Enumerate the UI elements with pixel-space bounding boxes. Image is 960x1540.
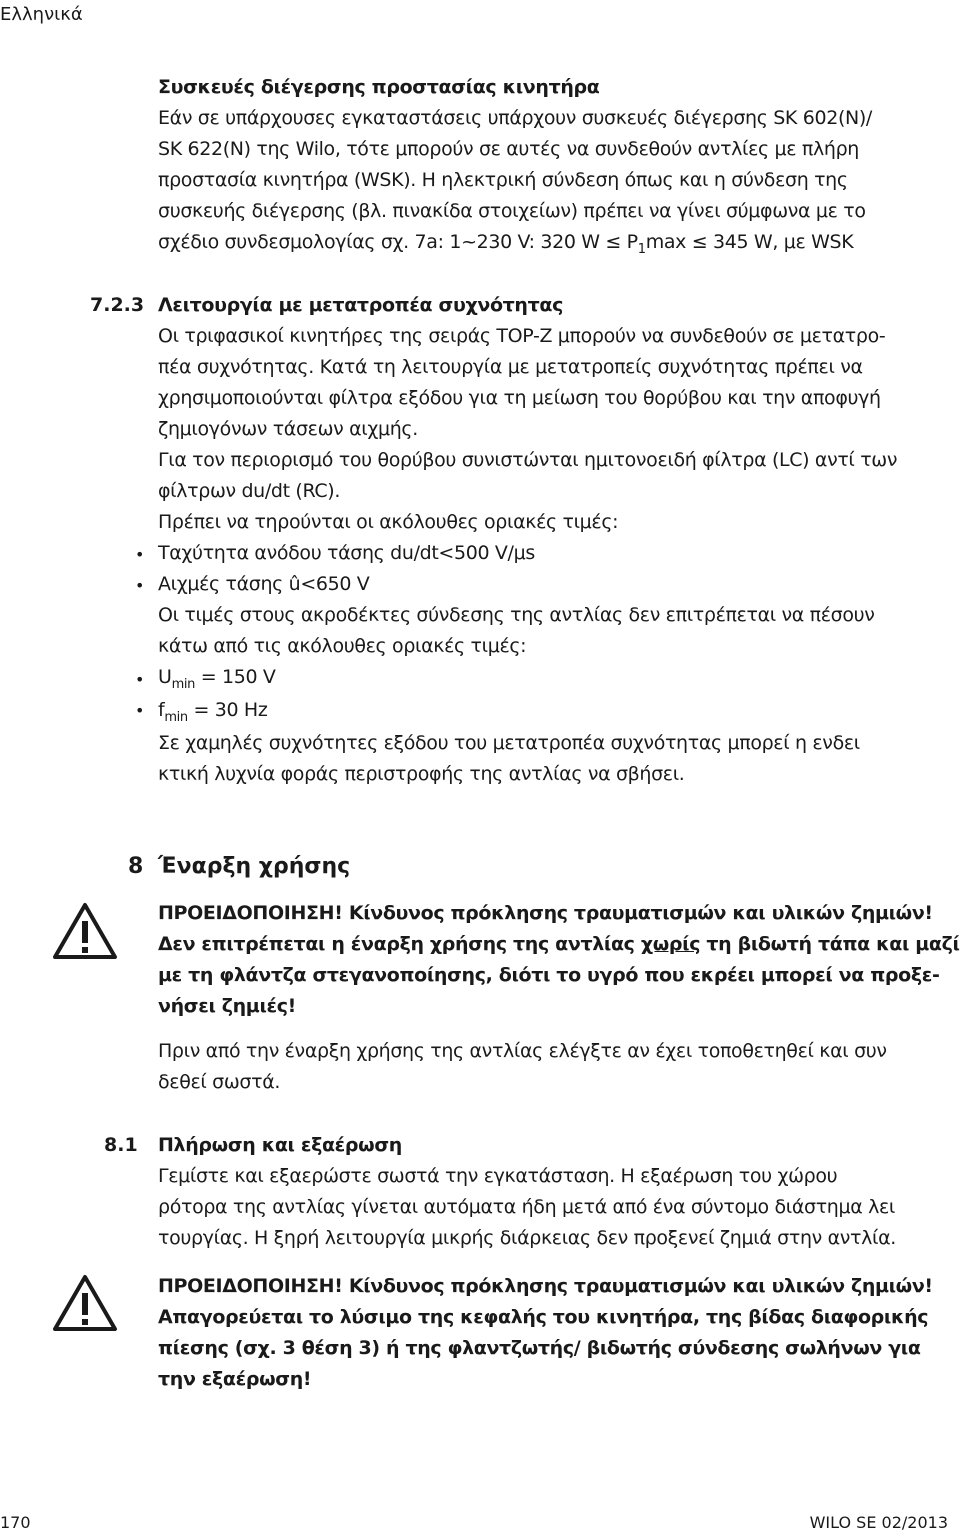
bullet-icon: • [135, 701, 145, 720]
paragraph-line: προστασία κινητήρα (WSK). Η ηλεκτρική σύνδεση όπως και η σύνδεση της [158, 169, 848, 191]
paragraph-line: ρότορα της αντλίας γίνεται αυτόματα ήδη μετά από ένα σύντομο διάστημα λει [158, 1196, 895, 1218]
paragraph-line: φίλτρων du/dt (RC). [158, 480, 341, 502]
warning-line: νήσει ζημιές! [158, 995, 296, 1017]
warning-block [158, 1271, 958, 1395]
warning-block [158, 898, 958, 1022]
paragraph-line: Εάν σε υπάρχουσες εγκαταστάσεις υπάρχουν συσκευές διέγερσης SK 602(N)/ [158, 107, 872, 129]
list-item: Αιχμές τάσης û<650 V [158, 573, 370, 595]
list-item: $U_{min} = 150$ V [158, 666, 276, 692]
warning-title: ΠΡΟΕΙΔΟΠΟΙΗΣΗ! Κίνδυνος πρόκλησης τραυματισμών και υλικών ζημιών! [158, 902, 933, 924]
paragraph-line: δεθεί σωστά. [158, 1071, 281, 1093]
bullet-icon: • [135, 670, 145, 689]
motor-protection-block [158, 72, 958, 260]
paragraph-line: τουργίας. Η ξηρή λειτουργία μικρής διάρκειας δεν προξενεί ζημιά στην αντλία. [158, 1227, 896, 1249]
bullet-icon: • [135, 576, 145, 595]
warning-triangle-icon [52, 902, 118, 960]
warning-line: την εξαέρωση! [158, 1368, 312, 1390]
list-item: Ταχύτητα ανόδου τάσης du/dt<500 V/μs [158, 542, 535, 564]
paragraph-line: συσκευής διέγερσης (βλ. πινακίδα στοιχείων) πρέπει να γίνει σύμφωνα με το [158, 200, 866, 222]
paragraph-line: Για τον περιορισμό του θορύβου συνιστώνται ημιτονοειδή φίλτρα (LC) αντί των [158, 449, 898, 471]
paragraph-line: Πριν από την έναρξη χρήσης της αντλίας ελέγξτε αν έχει τοποθετηθεί και συν [158, 1040, 887, 1062]
paragraph-line: χρησιμοποιούνται φίλτρα εξόδου για τη μείωση του θορύβου και την αποφυγή [158, 387, 881, 409]
warning-line: Δεν επιτρέπεται η έναρξη χρήσης της αντλίας χωρίς τη βιδωτή τάπα και μαζί [158, 933, 960, 955]
warning-line: πίεσης (σχ. 3 θέση 3) ή της φλαντζωτής/ βιδωτής σύνδεσης σωλήνων για [158, 1337, 921, 1359]
warning-triangle-icon [52, 1274, 118, 1332]
paragraph-line: πέα συχνότητας. Κατά τη λειτουργία με μετατροπείς συχνότητας πρέπει να [158, 356, 863, 378]
section-7-2-3-block [158, 290, 958, 790]
section-title: Πλήρωση και εξαέρωση [158, 1134, 402, 1156]
paragraph-line: κτική λυχνία φοράς περιστροφής της αντλίας να σβήσει. [158, 763, 685, 785]
list-item: $f_{min} = 30$ Hz [158, 699, 268, 725]
page-number: 170 [0, 1513, 31, 1532]
footer-publisher: WILO SE 02/2013 [809, 1513, 948, 1532]
section-title: Λειτουργία με μετατροπέα συχνότητας [158, 294, 563, 316]
paragraph-line: ζημιογόνων τάσεων αιχμής. [158, 418, 418, 440]
section-number: 8.1 [104, 1134, 138, 1156]
chapter-number: 8 [128, 854, 144, 879]
paragraph-line: Οι τιμές στους ακροδέκτες σύνδεσης της αντλίας δεν επιτρέπεται να πέσουν [158, 604, 875, 626]
note-block [158, 1036, 958, 1098]
motor-protection-title: Συσκευές διέγερσης προστασίας κινητήρα [158, 76, 600, 98]
power-range-line: σχέδιο συνδεσμολογίας σχ. 7a: 1~230 V: 320 $W \le P_1\max \le 345$ W, με WSK [158, 231, 854, 257]
chapter-title: Έναρξη χρήσης [158, 854, 351, 879]
section-number: 7.2.3 [90, 294, 145, 316]
section-8-1-block [158, 1130, 958, 1254]
paragraph-line: Σε χαμηλές συχνότητες εξόδου του μετατροπέα συχνότητας μπορεί η ενδει [158, 732, 860, 754]
bullet-icon: • [135, 545, 145, 564]
warning-line: Απαγορεύεται το λύσιμο της κεφαλής του κινητήρα, της βίδας διαφορικής [158, 1306, 929, 1328]
warning-line: με τη φλάντζα στεγανοποίησης, διότι το υγρό που εκρέει μπορεί να προξε- [158, 964, 940, 986]
language-label: Ελληνικά [0, 4, 83, 25]
paragraph-line: Πρέπει να τηρούνται οι ακόλουθες οριακές τιμές: [158, 511, 619, 533]
warning-title: ΠΡΟΕΙΔΟΠΟΙΗΣΗ! Κίνδυνος πρόκλησης τραυματισμών και υλικών ζημιών! [158, 1275, 933, 1297]
paragraph-line: Γεμίστε και εξαερώστε σωστά την εγκατάσταση. Η εξαέρωση του χώρου [158, 1165, 838, 1187]
paragraph-line: Οι τριφασικοί κινητήρες της σειράς TOP-Z μπορούν να συνδεθούν σε μετατρο- [158, 325, 886, 347]
paragraph-line: SK 622(N) της Wilo, τότε μπορούν σε αυτές να συνδεθούν αντλίες με πλήρη [158, 138, 859, 160]
paragraph-line: κάτω από τις ακόλουθες οριακές τιμές: [158, 635, 527, 657]
